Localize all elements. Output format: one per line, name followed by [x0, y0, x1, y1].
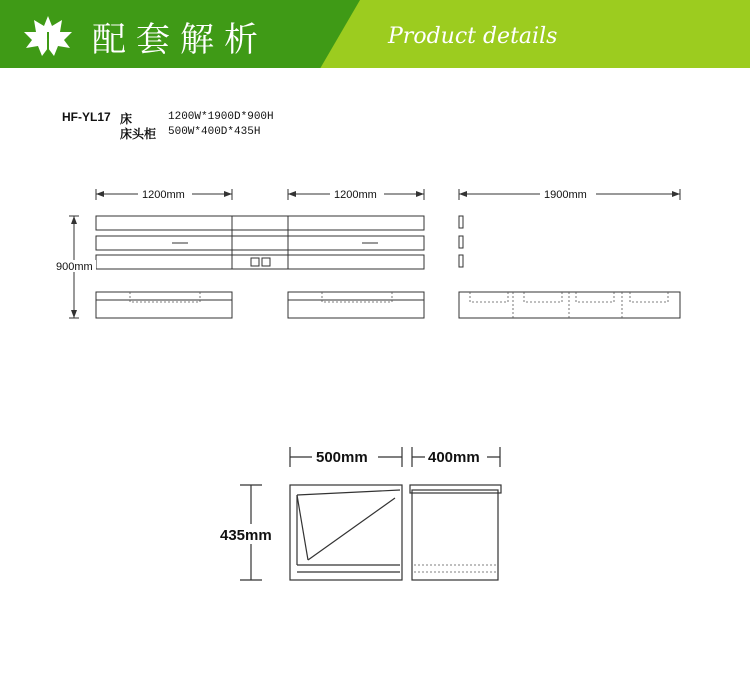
bed-depth-label: 1900mm — [544, 189, 587, 201]
section-title-en: Product details — [388, 24, 558, 49]
spec-item-name-bed: 床 — [120, 112, 133, 126]
nightstand-height-label: 435mm — [220, 527, 272, 544]
nightstand-width-label: 500mm — [316, 449, 368, 466]
spec-item-name-nightstand: 床头柜 — [120, 127, 157, 141]
section-title-cn: 配套解析 — [92, 20, 268, 60]
model-code: HF-YL17 — [62, 110, 111, 124]
nightstand-depth-label: 400mm — [428, 449, 480, 466]
spec-item-dims-bed: 1200W*1900D*900H — [168, 111, 274, 123]
bed-width-label-2: 1200mm — [334, 189, 377, 201]
spec-item-dims-nightstand: 500W*400D*435H — [168, 126, 261, 138]
bed-width-label-1: 1200mm — [142, 189, 185, 201]
bed-height-label: 900mm — [56, 261, 93, 273]
